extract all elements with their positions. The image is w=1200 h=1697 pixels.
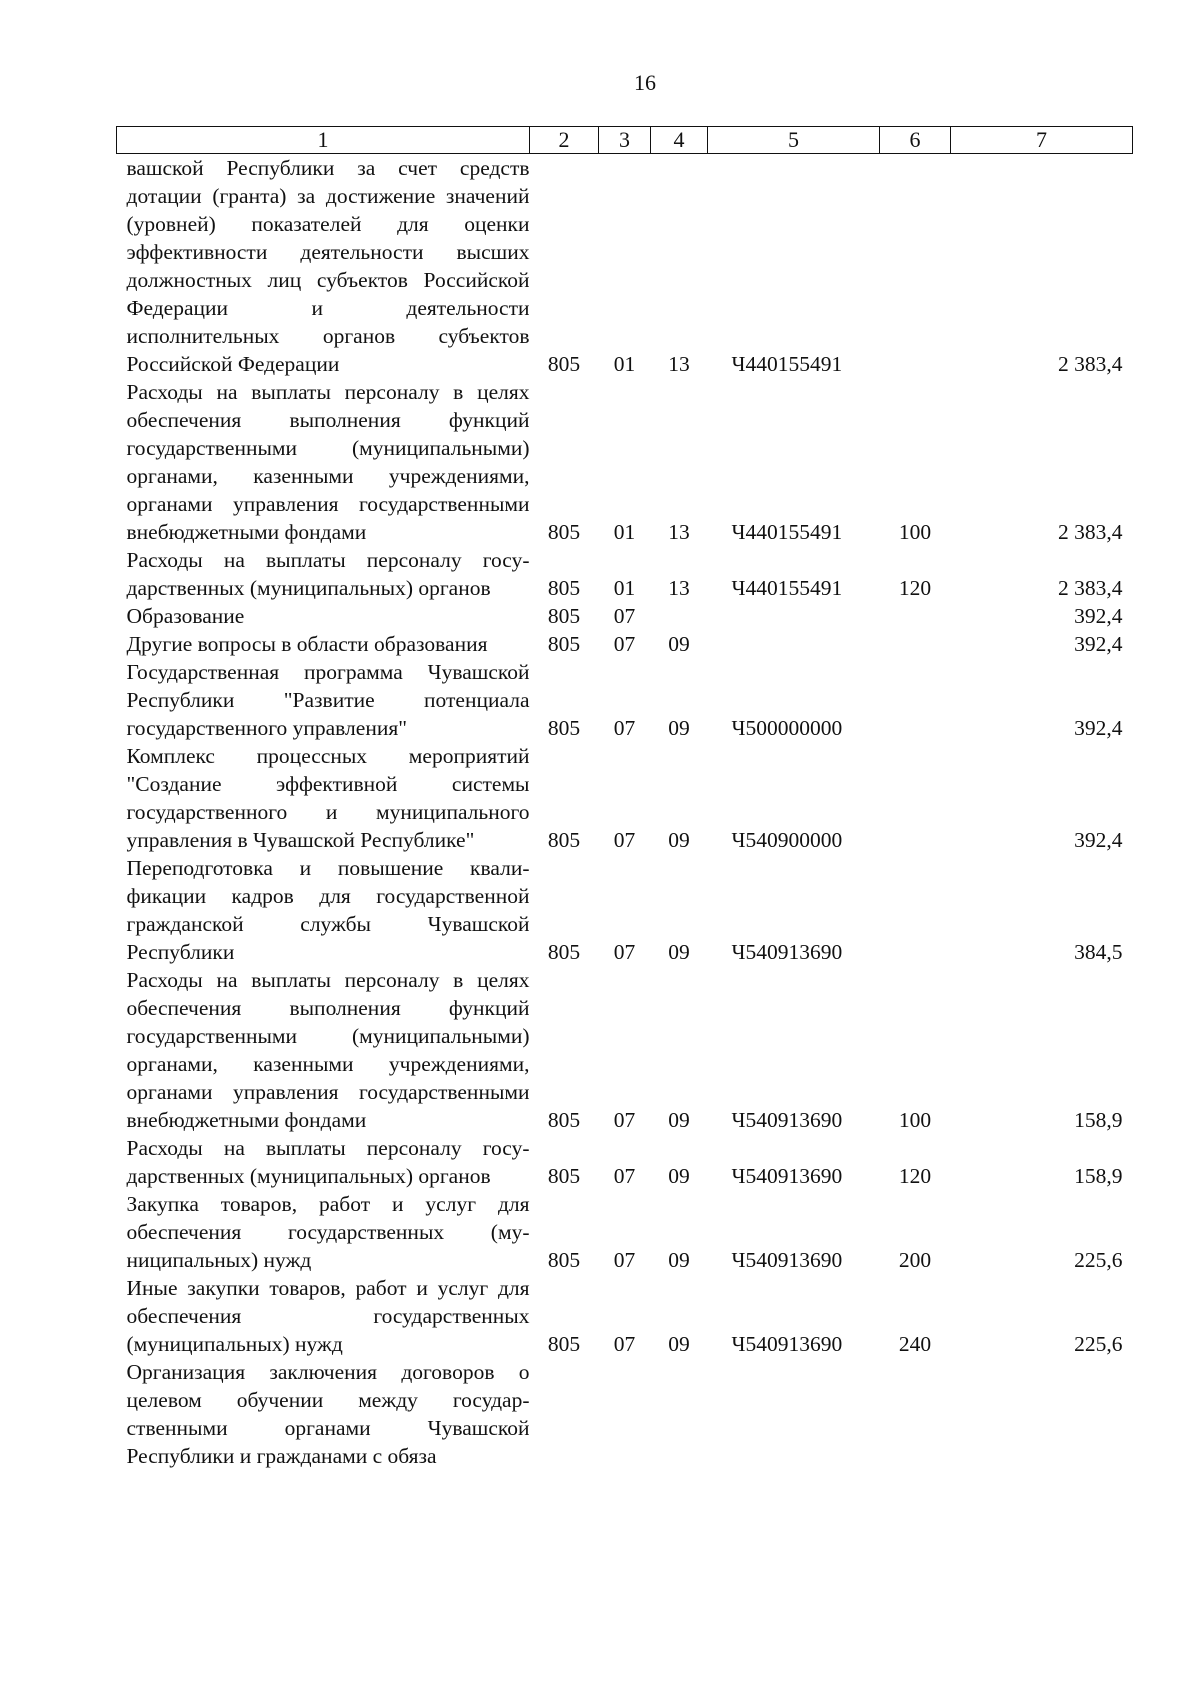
- subsection-code: 13: [668, 352, 690, 376]
- table-row: [117, 966, 1133, 1134]
- target-article-code: Ч500000000: [731, 716, 843, 740]
- table-row: [117, 546, 1133, 602]
- target-article-code: Ч440155491: [731, 520, 843, 544]
- expense-type-code: 200: [898, 1248, 932, 1272]
- table-body: [117, 154, 1133, 1471]
- section-code: 01: [613, 520, 636, 544]
- header-col-5: 5: [708, 127, 880, 154]
- ministry-code: 805: [547, 1248, 581, 1272]
- amount: [951, 1358, 1133, 1470]
- ministry-code: [530, 1358, 599, 1470]
- subsection-code: 09: [668, 828, 690, 852]
- expense-type-code: 240: [898, 1332, 932, 1356]
- subsection-code: [651, 602, 708, 630]
- subsection-code: 09: [668, 716, 690, 740]
- item-name: Расходы на выплаты персоналу в целях обеспечения выполнения функций государственными (муниципальными) органами, казенными учреждениями, органами управления государственными внебюджетными фондами: [126, 968, 530, 1132]
- target-article-code: Ч540913690: [731, 1332, 843, 1356]
- target-article-code: Ч540913690: [731, 1108, 843, 1132]
- target-article-code: Ч540913690: [731, 1164, 843, 1188]
- ministry-code: 805: [547, 1108, 581, 1132]
- amount: 384,5: [1074, 940, 1123, 964]
- table-row: [117, 742, 1133, 854]
- table-row: [117, 854, 1133, 966]
- table-header: [117, 127, 1133, 154]
- section-code: 07: [613, 940, 636, 964]
- subsection-code: 09: [668, 632, 690, 656]
- target-article-code: [708, 1358, 880, 1470]
- target-article-code: Ч440155491: [731, 576, 843, 600]
- ministry-code: 805: [547, 632, 581, 656]
- item-name: Государственная программа Чувашской Республики "Развитие потенциала государственного управления": [126, 660, 530, 740]
- section-code: 01: [613, 576, 636, 600]
- ministry-code: 805: [547, 520, 581, 544]
- section-code: 07: [613, 1108, 636, 1132]
- expense-type-code: 100: [898, 520, 932, 544]
- page-number: 16: [634, 70, 656, 95]
- subsection-code: 09: [668, 1108, 690, 1132]
- section-code: 07: [613, 716, 636, 740]
- section-code: 07: [613, 604, 636, 628]
- table-row: [117, 630, 1133, 658]
- ministry-code: 805: [547, 940, 581, 964]
- target-article-code: Ч540900000: [731, 828, 843, 852]
- expense-type-code: [880, 854, 951, 966]
- header-col-6: 6: [880, 127, 951, 154]
- expense-type-code: [880, 630, 951, 658]
- item-name: Иные закупки товаров, работ и услуг для обеспечения государственных (муниципальных) нужд: [126, 1276, 530, 1356]
- ministry-code: 805: [547, 352, 581, 376]
- section-code: 07: [613, 632, 636, 656]
- amount: 158,9: [1074, 1108, 1123, 1132]
- item-name: Переподготовка и повышение квалификации кадров для государственной гражданской службы Чувашской Республики: [126, 856, 530, 964]
- amount: 2 383,4: [1058, 520, 1123, 544]
- ministry-code: 805: [547, 828, 581, 852]
- section-code: [599, 1358, 651, 1470]
- subsection-code: 09: [668, 1248, 690, 1272]
- header-col-2: 2: [530, 127, 599, 154]
- table-row: [117, 1274, 1133, 1358]
- target-article-code: [708, 602, 880, 630]
- expense-type-code: [880, 154, 951, 379]
- expense-type-code: [880, 658, 951, 742]
- section-code: 07: [613, 828, 636, 852]
- header-col-4: 4: [651, 127, 708, 154]
- expense-type-code: [880, 742, 951, 854]
- item-name: Комплекс процессных мероприятий "Создание эффективной системы государственного и муниципального управления в Чувашской Республике": [126, 744, 530, 852]
- amount: 158,9: [1074, 1164, 1123, 1188]
- header-col-1: 1: [117, 127, 530, 154]
- target-article-code: Ч540913690: [731, 1248, 843, 1272]
- subsection-code: [651, 1358, 708, 1470]
- expense-type-code: 120: [898, 1164, 932, 1188]
- amount: 392,4: [1074, 632, 1123, 656]
- subsection-code: 13: [668, 520, 690, 544]
- section-code: 07: [613, 1332, 636, 1356]
- subsection-code: 09: [668, 1164, 690, 1188]
- expense-type-code: [880, 602, 951, 630]
- amount: 392,4: [1074, 604, 1123, 628]
- item-name: Образование: [126, 604, 245, 628]
- table-row: [117, 658, 1133, 742]
- table-row: [117, 1190, 1133, 1274]
- expense-type-code: [880, 1358, 951, 1470]
- ministry-code: 805: [547, 576, 581, 600]
- ministry-code: 805: [547, 716, 581, 740]
- target-article-code: Ч440155491: [731, 352, 843, 376]
- header-col-3: 3: [599, 127, 651, 154]
- amount: 2 383,4: [1058, 352, 1123, 376]
- table-row: [117, 1134, 1133, 1190]
- item-name: вашской Республики за счет средств дотации (гранта) за достижение значений (уровней) показателей для оценки эффективности деятельности высших должностных лиц субъектов Российской Федерации и деятельности исполнительных органов субъектов Российской Федерации: [126, 156, 530, 376]
- table-row: [117, 378, 1133, 546]
- ministry-code: 805: [547, 1164, 581, 1188]
- ministry-code: 805: [547, 1332, 581, 1356]
- subsection-code: 09: [668, 940, 690, 964]
- amount: 225,6: [1074, 1332, 1123, 1356]
- ministry-code: 805: [547, 604, 581, 628]
- table-row: [117, 154, 1133, 379]
- section-code: 01: [613, 352, 636, 376]
- subsection-code: 09: [668, 1332, 690, 1356]
- amount: 392,4: [1074, 828, 1123, 852]
- subsection-code: 13: [668, 576, 690, 600]
- item-name: Организация заключения договоров о целевом обучении между государственными органами Чувашской Республики и гражданами с обяза: [126, 1360, 530, 1468]
- item-name: Закупка товаров, работ и услуг для обеспечения государственных (муниципальных) нужд: [126, 1192, 530, 1272]
- item-name: Расходы на выплаты персоналу в целях обеспечения выполнения функций государственными (муниципальными) органами, казенными учреждениями, органами управления государственными внебюджетными фондами: [126, 380, 530, 544]
- header-row: [117, 127, 1133, 154]
- target-article-code: Ч540913690: [731, 940, 843, 964]
- table-row: [117, 602, 1133, 630]
- amount: 392,4: [1074, 716, 1123, 740]
- amount: 225,6: [1074, 1248, 1123, 1272]
- section-code: 07: [613, 1248, 636, 1272]
- amount: 2 383,4: [1058, 576, 1123, 600]
- item-name: Расходы на выплаты персоналу государственных (муниципальных) органов: [126, 548, 530, 600]
- budget-table: [116, 126, 1133, 1470]
- section-code: 07: [613, 1164, 636, 1188]
- expense-type-code: 100: [898, 1108, 932, 1132]
- item-name: Другие вопросы в области образования: [126, 632, 488, 656]
- expense-type-code: 120: [898, 576, 932, 600]
- table-row: [117, 1358, 1133, 1470]
- target-article-code: [708, 630, 880, 658]
- item-name: Расходы на выплаты персоналу государственных (муниципальных) органов: [126, 1136, 530, 1188]
- header-col-7: 7: [951, 127, 1133, 154]
